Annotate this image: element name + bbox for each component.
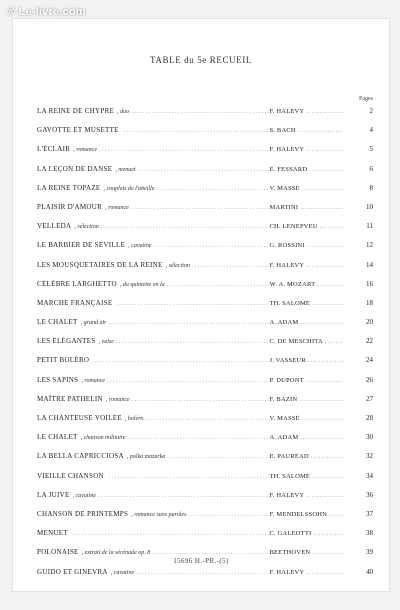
toc-entry-title-cell: [37, 414, 269, 422]
toc-entry-composer-cell: [269, 262, 343, 269]
toc-entry-page: 22: [366, 337, 373, 346]
toc-entry-title-cell: [37, 184, 269, 192]
dot-leader: [312, 474, 344, 480]
toc-entry-page: 27: [366, 394, 373, 403]
watermark-text: © Le-livre.com: [7, 6, 86, 18]
toc-entry-page: 5: [369, 145, 373, 154]
toc-entry-composer-cell: [269, 127, 343, 134]
toc-entry-title-cell: [37, 529, 269, 537]
toc-entry-composer-cell: [269, 300, 343, 307]
toc-entry-subtitle: , couplets de l'abeille: [103, 185, 155, 192]
toc-entry-title: CHANSON DE PRINTEMPS: [37, 509, 129, 518]
dot-leader: [131, 205, 270, 211]
toc-entry-page: 32: [366, 452, 373, 461]
toc-entry: [37, 414, 373, 433]
toc-entry: [37, 395, 373, 414]
toc-entry: [37, 203, 373, 222]
toc-entry-subtitle: , romance: [105, 396, 130, 403]
toc-entry-title: LES ÉLÉGANTES: [37, 337, 96, 346]
toc-entry-composer: P. DUPONT: [269, 376, 304, 384]
toc-entry-subtitle: , duo: [117, 109, 130, 115]
page-title: TABLE du 5e RECUEIL: [150, 55, 252, 65]
toc-entry-composer: F. MENDELSSOHN: [269, 510, 328, 518]
toc-entry-title: LE BARBIER DE SÉVILLE: [37, 241, 126, 250]
toc-entry-composer: V. MASSÉ: [269, 184, 300, 192]
toc-entry-title-cell: [37, 203, 269, 211]
dot-leader: [188, 512, 269, 518]
toc-entry-composer-cell: [269, 108, 343, 115]
pages-column-header: Pages: [359, 96, 373, 102]
toc-entry-subtitle: , sélection: [74, 224, 99, 231]
toc-entry-title: L'ÉCLAIR: [37, 145, 71, 154]
toc-entry-composer: V. MASSÉ: [269, 415, 300, 422]
toc-entry-page: 12: [366, 241, 373, 250]
dot-leader: [300, 320, 343, 326]
dot-leader: [329, 512, 344, 518]
toc-entry-title-cell: [37, 145, 269, 153]
toc-entry-composer-cell: [269, 185, 343, 192]
toc-entry-title: VELLÉDA: [37, 222, 72, 231]
dot-leader: [306, 493, 343, 499]
toc-entry-composer: É. FESSARD: [269, 165, 308, 173]
toc-entry-subtitle: , romance sans paroles: [131, 511, 187, 518]
toc-entry-title: GAVOTTE ET MUSETTE: [37, 126, 119, 135]
toc-entry-composer-cell: [269, 281, 343, 288]
toc-entry-page: 24: [366, 356, 373, 365]
toc-entry-page: 10: [366, 202, 373, 211]
toc-entry-composer-cell: [269, 453, 343, 460]
dot-leader: [298, 128, 344, 134]
toc-entry-page: 30: [366, 433, 373, 442]
toc-entry-composer-cell: [269, 511, 343, 518]
dot-leader: [138, 167, 270, 173]
toc-entry-title-cell: [37, 337, 269, 345]
toc-entry-page: 14: [366, 260, 373, 269]
toc-entry-title: MAÎTRE PATHELIN: [37, 394, 103, 403]
dot-leader: [136, 570, 269, 576]
toc-entry-subtitle: , menuet: [115, 166, 136, 173]
toc-entry-composer: TH. SALOMÉ: [269, 299, 311, 307]
toc-entry-composer-cell: [269, 319, 343, 326]
dot-leader: [320, 224, 344, 230]
toc-entry-title-cell: [37, 222, 269, 230]
dot-leader: [101, 224, 270, 230]
toc-entry-composer-cell: [269, 434, 343, 441]
toc-entry: [37, 568, 373, 587]
toc-entry-composer: CH. LENEPVEU: [269, 223, 318, 231]
toc-entry-composer: TH. SALOMÉ: [269, 472, 311, 480]
toc-entry-subtitle: , polka mazurka: [126, 454, 166, 461]
toc-entry-title-cell: [37, 491, 269, 499]
toc-entry-page: 36: [366, 490, 373, 499]
toc-entry-title: LA LEÇON DE DANSE: [37, 164, 113, 173]
toc-entry-composer: F. HALÉVY: [269, 491, 305, 499]
toc-entry-title: LES MOUSQUETAIRES DE LA REINE: [37, 260, 163, 269]
toc-entry-composer: A. ADAM: [269, 434, 299, 442]
toc-entry: [37, 165, 373, 184]
dot-leader: [132, 397, 270, 403]
toc-entry-title: POLONAISE: [37, 548, 79, 557]
toc-entry-title: LE CHALET: [37, 433, 78, 442]
toc-entry-subtitle: , chanson militaire: [80, 435, 126, 442]
table-of-contents: [37, 107, 373, 587]
toc-entry-title: LE CHALET: [37, 318, 78, 327]
toc-entry-subtitle: , valse: [98, 339, 114, 346]
toc-entry-subtitle: , romance: [73, 147, 97, 154]
dot-leader: [312, 550, 343, 556]
toc-entry-composer: MARTINI: [269, 203, 299, 211]
toc-entry-title-cell: [37, 376, 269, 384]
toc-entry-composer: BEETHOVEN: [269, 549, 311, 557]
toc-entry-title: GUIDO ET GINEVRA: [37, 567, 108, 576]
toc-entry-composer: J. VASSEUR: [269, 357, 306, 365]
toc-entry-page: 34: [366, 471, 373, 480]
dot-leader: [313, 531, 343, 537]
toc-entry: [37, 184, 373, 203]
dot-leader: [306, 147, 343, 153]
toc-entry-composer-cell: [269, 396, 343, 403]
toc-entry-title-cell: [37, 299, 269, 307]
toc-entry-composer: W. A. MOZART: [269, 280, 316, 288]
toc-entry-subtitle: , boléro: [124, 416, 144, 422]
toc-entry-composer: S. BACH: [269, 127, 296, 135]
toc-entry-composer: E. PAURÉAD: [269, 453, 309, 461]
dot-leader: [311, 454, 344, 460]
toc-entry-title-cell: [37, 510, 269, 518]
dot-leader: [156, 186, 269, 192]
dot-leader: [317, 282, 343, 288]
toc-entry-title: PLAISIR D'AMOUR: [37, 202, 103, 211]
toc-entry-page: 38: [366, 529, 373, 538]
dot-leader: [302, 186, 344, 192]
toc-entry-composer: F. BAZIN: [269, 395, 298, 403]
dot-leader: [124, 128, 270, 134]
toc-entry-composer-cell: [269, 223, 343, 230]
dot-leader: [300, 205, 343, 211]
toc-entry-title-cell: [37, 107, 269, 115]
toc-entry-title-cell: [37, 280, 269, 288]
toc-entry-composer-cell: [269, 146, 343, 153]
toc-entry-composer-cell: [269, 549, 343, 556]
toc-entry-title-cell: [37, 452, 269, 460]
dot-leader: [325, 339, 344, 345]
toc-entry-subtitle: , cavatine: [72, 492, 96, 499]
toc-entry-title: VIEILLE CHANSON: [37, 471, 104, 480]
toc-entry-title-cell: [37, 356, 269, 364]
toc-entry-composer-cell: [269, 204, 343, 211]
dot-leader: [99, 147, 269, 153]
dot-leader: [167, 454, 269, 460]
dot-leader: [153, 243, 269, 249]
toc-entry-composer: F. HALÉVY: [269, 261, 305, 269]
dot-leader: [302, 416, 344, 422]
toc-entry-title: MENUET: [37, 529, 68, 538]
footer-plate-number: 15696 H.-PR.-(5): [173, 557, 229, 565]
toc-entry: [37, 145, 373, 164]
dot-leader: [300, 435, 343, 441]
toc-entry-composer: A. ADAM: [269, 319, 299, 327]
toc-entry-page: 8: [369, 183, 373, 192]
toc-entry: [37, 261, 373, 280]
toc-entry-title-cell: [37, 126, 269, 134]
toc-entry: [37, 472, 373, 491]
toc-entry-title-cell: [37, 165, 269, 173]
toc-entry-page: 11: [366, 222, 373, 231]
toc-entry: [37, 356, 373, 375]
toc-entry-title-cell: [37, 318, 269, 326]
toc-entry: [37, 529, 373, 548]
toc-entry-page: 28: [366, 414, 373, 422]
toc-entry-page: 37: [366, 509, 373, 518]
dot-leader: [108, 320, 269, 326]
toc-entry-page: 4: [369, 126, 373, 135]
dot-leader: [307, 243, 344, 249]
dot-leader: [107, 378, 269, 384]
toc-entry-subtitle: , grand air: [80, 320, 107, 327]
dot-leader: [152, 550, 269, 556]
dot-leader: [312, 301, 344, 307]
toc-entry-title: PETIT BOLÉRO: [37, 356, 90, 365]
toc-entry: [37, 241, 373, 260]
toc-entry-title: LA BELLA CAPRICCIOSA: [37, 452, 124, 461]
dot-leader: [308, 358, 344, 364]
toc-entry-title: LES SAPINS: [37, 375, 79, 384]
dot-leader: [167, 282, 270, 288]
toc-entry-title: LA REINE TOPAZE: [37, 183, 101, 192]
toc-entry-subtitle: , sélection: [165, 262, 190, 269]
toc-entry-subtitle: , du quintette en la: [119, 281, 165, 288]
toc-entry-composer: F. HALÉVY: [269, 108, 305, 115]
toc-entry-composer-cell: [269, 492, 343, 499]
dot-leader: [306, 109, 343, 115]
dot-leader: [116, 339, 270, 345]
toc-entry-composer-cell: [269, 357, 343, 364]
toc-entry: [37, 280, 373, 299]
toc-entry-subtitle: , romance: [81, 377, 106, 384]
toc-entry-title-cell: [37, 433, 269, 441]
toc-entry-title: MARCHE FRANÇAISE: [37, 298, 113, 307]
toc-entry-composer: F. HALÉVY: [269, 146, 305, 154]
toc-entry-composer: G. ROSSINI: [269, 242, 305, 250]
toc-entry: [37, 376, 373, 395]
dot-leader: [131, 109, 269, 115]
toc-entry-subtitle: , extrait de la sérénade op. 8: [81, 550, 151, 557]
dot-leader: [117, 301, 269, 307]
document-page: [12, 18, 390, 592]
toc-entry-composer-cell: [269, 242, 343, 249]
toc-entry-page: 20: [366, 318, 373, 327]
toc-entry: [37, 299, 373, 318]
toc-entry-composer-cell: [269, 473, 343, 480]
dot-leader: [73, 531, 270, 537]
toc-entry-composer: C. GALEOTTI: [269, 530, 312, 538]
toc-entry-composer-cell: [269, 569, 343, 576]
toc-entry-composer-cell: [269, 377, 343, 384]
toc-entry-page: 18: [366, 298, 373, 307]
toc-entry-title-cell: [37, 241, 269, 249]
dot-leader: [299, 397, 343, 403]
toc-entry: [37, 491, 373, 510]
toc-entry-subtitle: , cavatine: [128, 243, 152, 250]
toc-entry-title: LA CHANTEUSE VOILÉE: [37, 414, 122, 422]
dot-leader: [145, 416, 269, 422]
toc-entry-subtitle: , romance: [105, 204, 129, 211]
toc-entry-title-cell: [37, 395, 269, 403]
dot-leader: [128, 435, 270, 441]
dot-leader: [94, 358, 269, 364]
toc-entry-page: 26: [366, 375, 373, 384]
toc-entry: [37, 107, 373, 126]
toc-entry-composer-cell: [269, 338, 343, 345]
toc-entry: [37, 126, 373, 145]
toc-entry-title: CÉLÈBRE LARGHETTO: [37, 279, 117, 288]
toc-entry: [37, 510, 373, 529]
toc-entry-title-cell: [37, 261, 269, 269]
dot-leader: [109, 474, 270, 480]
toc-entry-composer-cell: [269, 415, 343, 422]
toc-entry-composer: C. DE MESCHITA: [269, 338, 323, 346]
toc-entry-composer-cell: [269, 166, 343, 173]
toc-entry-title: LA JUIVE: [37, 490, 70, 499]
toc-entry-title-cell: [37, 568, 269, 576]
toc-entry-title-cell: [37, 548, 269, 556]
toc-entry-title-cell: [37, 472, 269, 480]
toc-entry-page: 6: [369, 164, 373, 173]
toc-entry-title: LA REINE DE CHYPRE: [37, 107, 115, 115]
dot-leader: [192, 263, 270, 269]
toc-entry-composer: F. HALÉVY: [269, 568, 305, 576]
toc-entry-composer-cell: [269, 530, 343, 537]
toc-entry-page: 40: [366, 567, 373, 576]
toc-entry: [37, 452, 373, 471]
toc-entry-page: 16: [366, 279, 373, 288]
dot-leader: [306, 570, 343, 576]
toc-entry: [37, 318, 373, 337]
dot-leader: [306, 378, 344, 384]
toc-entry: [37, 433, 373, 452]
toc-entry-page: 39: [366, 548, 373, 557]
toc-entry-page: 2: [369, 107, 373, 115]
toc-entry-subtitle: , cavatine: [110, 569, 135, 576]
dot-leader: [309, 167, 343, 173]
dot-leader: [306, 263, 343, 269]
dot-leader: [98, 493, 270, 499]
toc-entry: [37, 337, 373, 356]
toc-entry: [37, 222, 373, 241]
